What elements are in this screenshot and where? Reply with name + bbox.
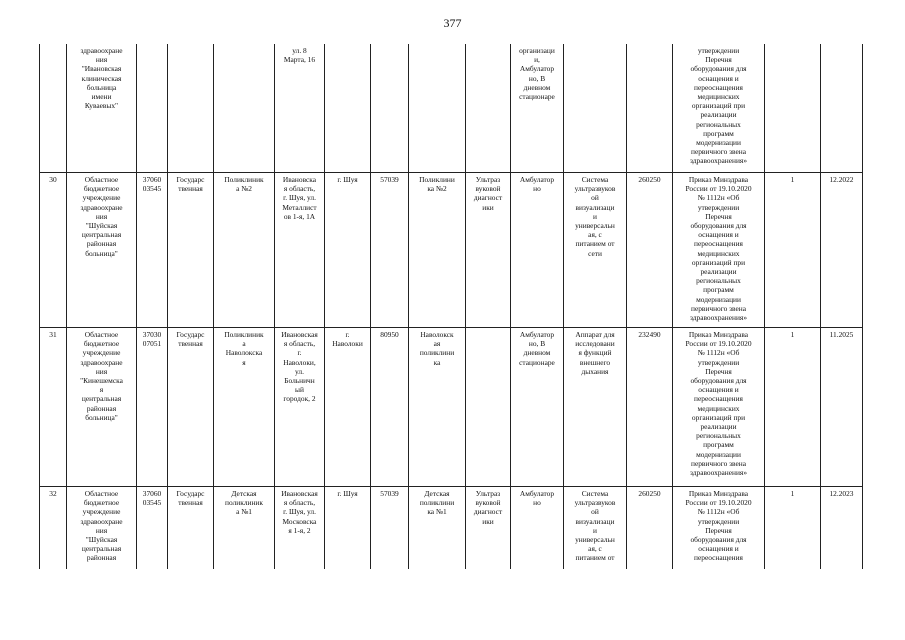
equipment-name: Система ультразвуков ой визуализаци и универсальн ая, с питанием от сети xyxy=(564,173,627,328)
facility-name: Поликлиник а Наволокска я xyxy=(214,328,275,487)
table-row xyxy=(40,173,863,328)
organization-name: Областное бюджетное учреждение здравоохране ния "Шуйская центральная районная больница" xyxy=(67,173,137,328)
row-number: 30 xyxy=(40,173,67,328)
organization-code: 37030 07051 xyxy=(137,328,168,487)
city: г. Наволоки xyxy=(325,328,371,487)
organization-name: здравоохране ния "Ивановская клиническая больница имени Куваевых" xyxy=(67,44,137,173)
territory-code: 57039 xyxy=(371,173,409,328)
ownership-form xyxy=(168,44,214,173)
equipment-code xyxy=(627,44,673,173)
delivery-date: 12.2022 xyxy=(821,173,863,328)
organization-code: 37060 03545 xyxy=(137,173,168,328)
territory-code: 57039 xyxy=(371,487,409,570)
facility-name: Поликлиник а №2 xyxy=(214,173,275,328)
equipment-code: 232490 xyxy=(627,328,673,487)
equipment-name: Аппарат для исследовани я функций внешнего дыхания xyxy=(564,328,627,487)
city: г. Шуя xyxy=(325,173,371,328)
city: г. Шуя xyxy=(325,487,371,570)
care-conditions: Амбулатор но, В дневном стационаре xyxy=(511,328,564,487)
table-row xyxy=(40,487,863,570)
facility-address: Ивановска я область, г. Шуя, ул. Металлист ов 1-я, 1А xyxy=(275,173,325,328)
ownership-form: Государс твенная xyxy=(168,328,214,487)
legal-basis: утверждении Перечня оборудования для оснащения и переоснащения медицинских организаций при реализации региональных программ модернизации первичного звена здравоохранения» xyxy=(673,44,765,173)
equipment-name: Система ультразвуков ой визуализаци и универсальн ая, с питанием от xyxy=(564,487,627,570)
care-conditions: Амбулатор но xyxy=(511,173,564,328)
facility-address: Ивановская я область, г. Наволоки, ул. Больничн ый городок, 2 xyxy=(275,328,325,487)
delivery-date xyxy=(821,44,863,173)
care-conditions: Амбулатор но xyxy=(511,487,564,570)
ownership-form: Государс твенная xyxy=(168,173,214,328)
equipment-code: 260250 xyxy=(627,487,673,570)
unit-name: Поликлини ка №2 xyxy=(409,173,466,328)
row-number: 31 xyxy=(40,328,67,487)
department-name xyxy=(466,44,511,173)
facility-address: Ивановская я область, г. Шуя, ул. Московска я 1-я, 2 xyxy=(275,487,325,570)
equipment-name xyxy=(564,44,627,173)
table-row xyxy=(40,44,863,173)
row-number xyxy=(40,44,67,173)
quantity: 1 xyxy=(765,173,821,328)
legal-basis: Приказ Минздрава России от 19.10.2020 № 1112н «Об утверждении Перечня оборудования для оснащения и переоснащения медицинских организаций при реализации региональных программ модернизации первичного звена здравоохранения» xyxy=(673,173,765,328)
legal-basis: Приказ Минздрава России от 19.10.2020 № 1112н «Об утверждении Перечня оборудования для оснащения и переоснащения xyxy=(673,487,765,570)
facility-name: Детская поликлиник а №1 xyxy=(214,487,275,570)
delivery-date: 11.2025 xyxy=(821,328,863,487)
page-number: 377 xyxy=(443,16,462,30)
unit-name xyxy=(409,44,466,173)
delivery-date: 12.2023 xyxy=(821,487,863,570)
table-row xyxy=(40,328,863,487)
organization-name: Областное бюджетное учреждение здравоохране ния "Шуйская центральная районная xyxy=(67,487,137,570)
department-name: Ультраз вуковой диагност ики xyxy=(466,173,511,328)
organization-code: 37060 03545 xyxy=(137,487,168,570)
organization-code xyxy=(137,44,168,173)
territory-code xyxy=(371,44,409,173)
unit-name: Наволокск ая поликлини ка xyxy=(409,328,466,487)
quantity: 1 xyxy=(765,487,821,570)
equipment-table xyxy=(39,44,863,569)
city xyxy=(325,44,371,173)
department-name xyxy=(466,328,511,487)
facility-name xyxy=(214,44,275,173)
row-number: 32 xyxy=(40,487,67,570)
quantity: 1 xyxy=(765,328,821,487)
equipment-code: 260250 xyxy=(627,173,673,328)
organization-name: Областное бюджетное учреждение здравоохране ния "Кинешемска я центральная районная больница" xyxy=(67,328,137,487)
department-name: Ультраз вуковой диагност ики xyxy=(466,487,511,570)
unit-name: Детская поликлини ка №1 xyxy=(409,487,466,570)
ownership-form: Государс твенная xyxy=(168,487,214,570)
facility-address: ул. 8 Марта, 16 xyxy=(275,44,325,173)
quantity xyxy=(765,44,821,173)
legal-basis: Приказ Минздрава России от 19.10.2020 № 1112н «Об утверждении Перечня оборудования для оснащения и переоснащения медицинских организаций при реализации региональных программ модернизации первичного звена здравоохранения» xyxy=(673,328,765,487)
care-conditions: организаци и, Амбулатор но, В дневном стационаре xyxy=(511,44,564,173)
territory-code: 80950 xyxy=(371,328,409,487)
